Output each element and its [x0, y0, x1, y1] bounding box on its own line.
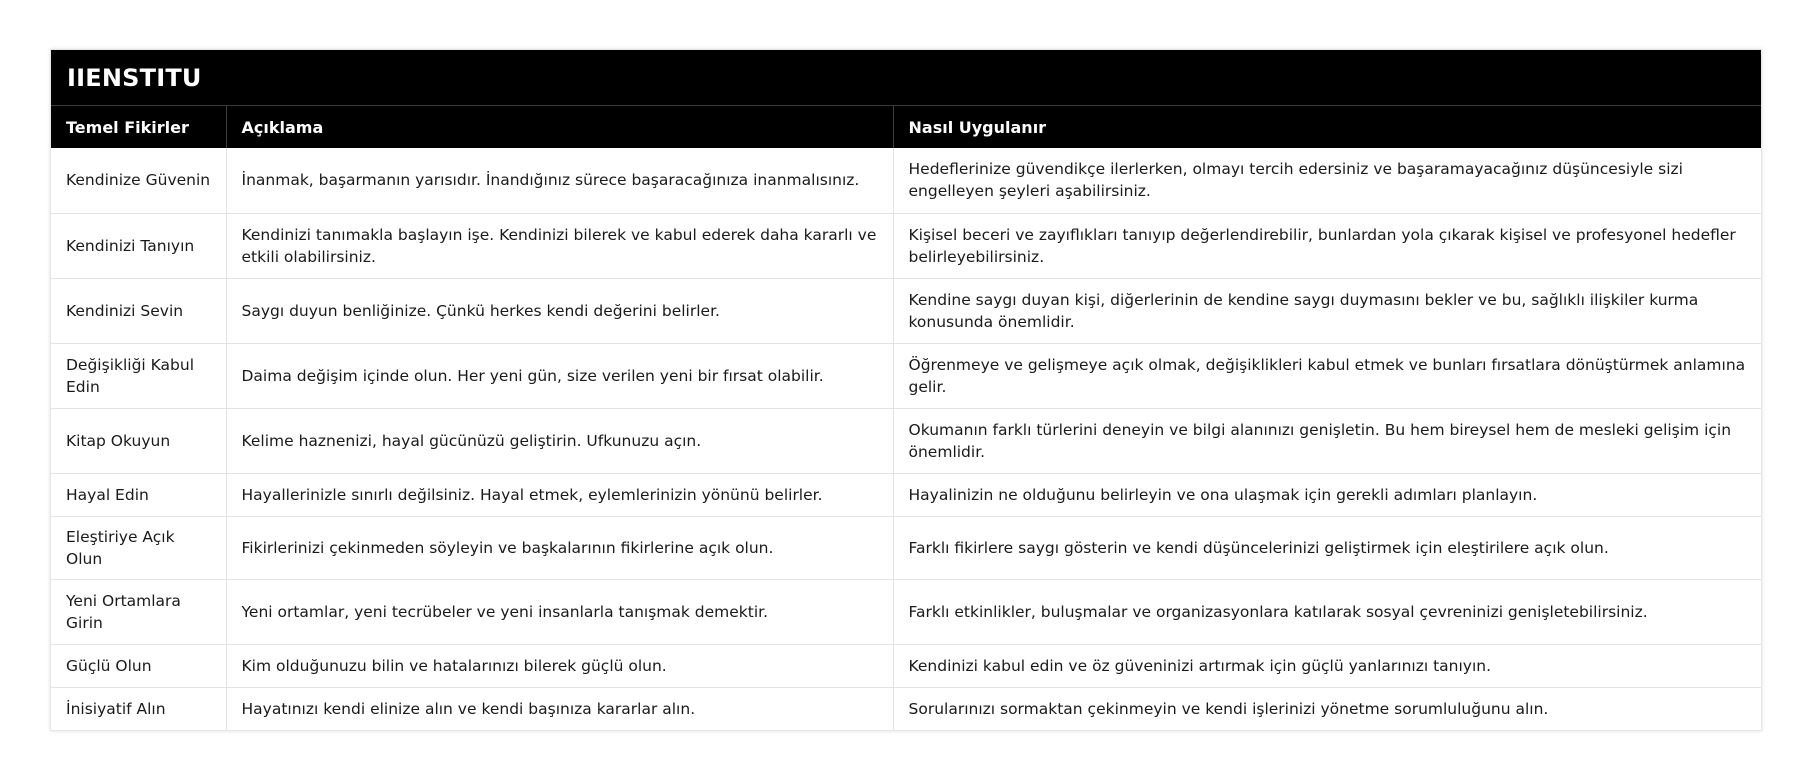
idea-cell: Kitap Okuyun — [51, 408, 226, 473]
description-cell: Saygı duyun benliğinize. Çünkü herkes kendi değerini belirler. — [226, 278, 893, 343]
description-cell: Hayallerinizle sınırlı değilsiniz. Hayal etmek, eylemlerinizin yönünü belirler. — [226, 473, 893, 516]
how-cell: Hayalinizin ne olduğunu belirleyin ve ona ulaşmak için gerekli adımları planlayın. — [893, 473, 1761, 516]
header-row — [51, 106, 1761, 148]
table-body — [51, 148, 1761, 730]
table-row — [51, 278, 1761, 343]
table-row — [51, 516, 1761, 579]
how-cell: Kendinizi kabul edin ve öz güveninizi artırmak için güçlü yanlarınızı tanıyın. — [893, 644, 1761, 687]
idea-cell: Kendinizi Sevin — [51, 278, 226, 343]
idea-cell: Kendinizi Tanıyın — [51, 213, 226, 278]
column-header-description: Açıklama — [226, 106, 893, 148]
idea-cell: Güçlü Olun — [51, 644, 226, 687]
idea-cell: İnisiyatif Alın — [51, 687, 226, 730]
table-header — [51, 106, 1761, 148]
description-cell: Yeni ortamlar, yeni tecrübeler ve yeni insanlarla tanışmak demektir. — [226, 579, 893, 644]
idea-cell: Değişikliği Kabul Edin — [51, 343, 226, 408]
how-cell: Okumanın farklı türlerini deneyin ve bilgi alanınızı genişletin. Bu hem bireysel hem de mesleki gelişim için önemlidir. — [893, 408, 1761, 473]
idea-cell: Kendinize Güvenin — [51, 148, 226, 213]
table-row — [51, 644, 1761, 687]
idea-cell: Eleştiriye Açık Olun — [51, 516, 226, 579]
table-row — [51, 473, 1761, 516]
ideas-table — [51, 106, 1761, 730]
how-cell: Hedeflerinize güvendikçe ilerlerken, olmayı tercih edersiniz ve başaramayacağınız düşüncesiyle sizi engelleyen şeyleri aşabilirsiniz. — [893, 148, 1761, 213]
how-cell: Farklı fikirlere saygı gösterin ve kendi düşüncelerinizi geliştirmek için eleştirilere açık olun. — [893, 516, 1761, 579]
description-cell: Fikirlerinizi çekinmeden söyleyin ve başkalarının fikirlerine açık olun. — [226, 516, 893, 579]
how-cell: Öğrenmeye ve gelişmeye açık olmak, değişiklikleri kabul etmek ve bunları fırsatlara dönüştürmek anlamına gelir. — [893, 343, 1761, 408]
content-table-card — [50, 49, 1762, 731]
column-header-how: Nasıl Uygulanır — [893, 106, 1761, 148]
how-cell: Kişisel beceri ve zayıflıkları tanıyıp değerlendirebilir, bunlardan yola çıkarak kişisel ve profesyonel hedefler belirleyebilirsiniz. — [893, 213, 1761, 278]
idea-cell: Yeni Ortamlara Girin — [51, 579, 226, 644]
table-row — [51, 687, 1761, 730]
description-cell: Kendinizi tanımakla başlayın işe. Kendinizi bilerek ve kabul ederek daha kararlı ve etkili olabilirsiniz. — [226, 213, 893, 278]
brand-title: IIENSTITU — [67, 63, 202, 92]
table-row — [51, 213, 1761, 278]
table-row — [51, 148, 1761, 213]
description-cell: İnanmak, başarmanın yarısıdır. İnandığınız sürece başaracağınıza inanmalısınız. — [226, 148, 893, 213]
description-cell: Kelime haznenizi, hayal gücünüzü geliştirin. Ufkunuzu açın. — [226, 408, 893, 473]
idea-cell: Hayal Edin — [51, 473, 226, 516]
brand-header — [51, 50, 1761, 106]
table-row — [51, 408, 1761, 473]
how-cell: Kendine saygı duyan kişi, diğerlerinin de kendine saygı duymasını bekler ve bu, sağlıklı ilişkiler kurma konusunda önemlidir. — [893, 278, 1761, 343]
how-cell: Sorularınızı sormaktan çekinmeyin ve kendi işlerinizi yönetme sorumluluğunu alın. — [908, 699, 1549, 718]
column-header-ideas: Temel Fikirler — [51, 106, 226, 148]
description-cell: Kim olduğunuzu bilin ve hatalarınızı bilerek güçlü olun. — [226, 644, 893, 687]
description-cell: Hayatınızı kendi elinize alın ve kendi başınıza kararlar alın. — [226, 687, 893, 730]
description-cell: Daima değişim içinde olun. Her yeni gün, size verilen yeni bir fırsat olabilir. — [226, 343, 893, 408]
table-row — [51, 343, 1761, 408]
table-row — [51, 579, 1761, 644]
how-cell: Farklı etkinlikler, buluşmalar ve organizasyonlara katılarak sosyal çevreninizi genişletebilirsiniz. — [893, 579, 1761, 644]
